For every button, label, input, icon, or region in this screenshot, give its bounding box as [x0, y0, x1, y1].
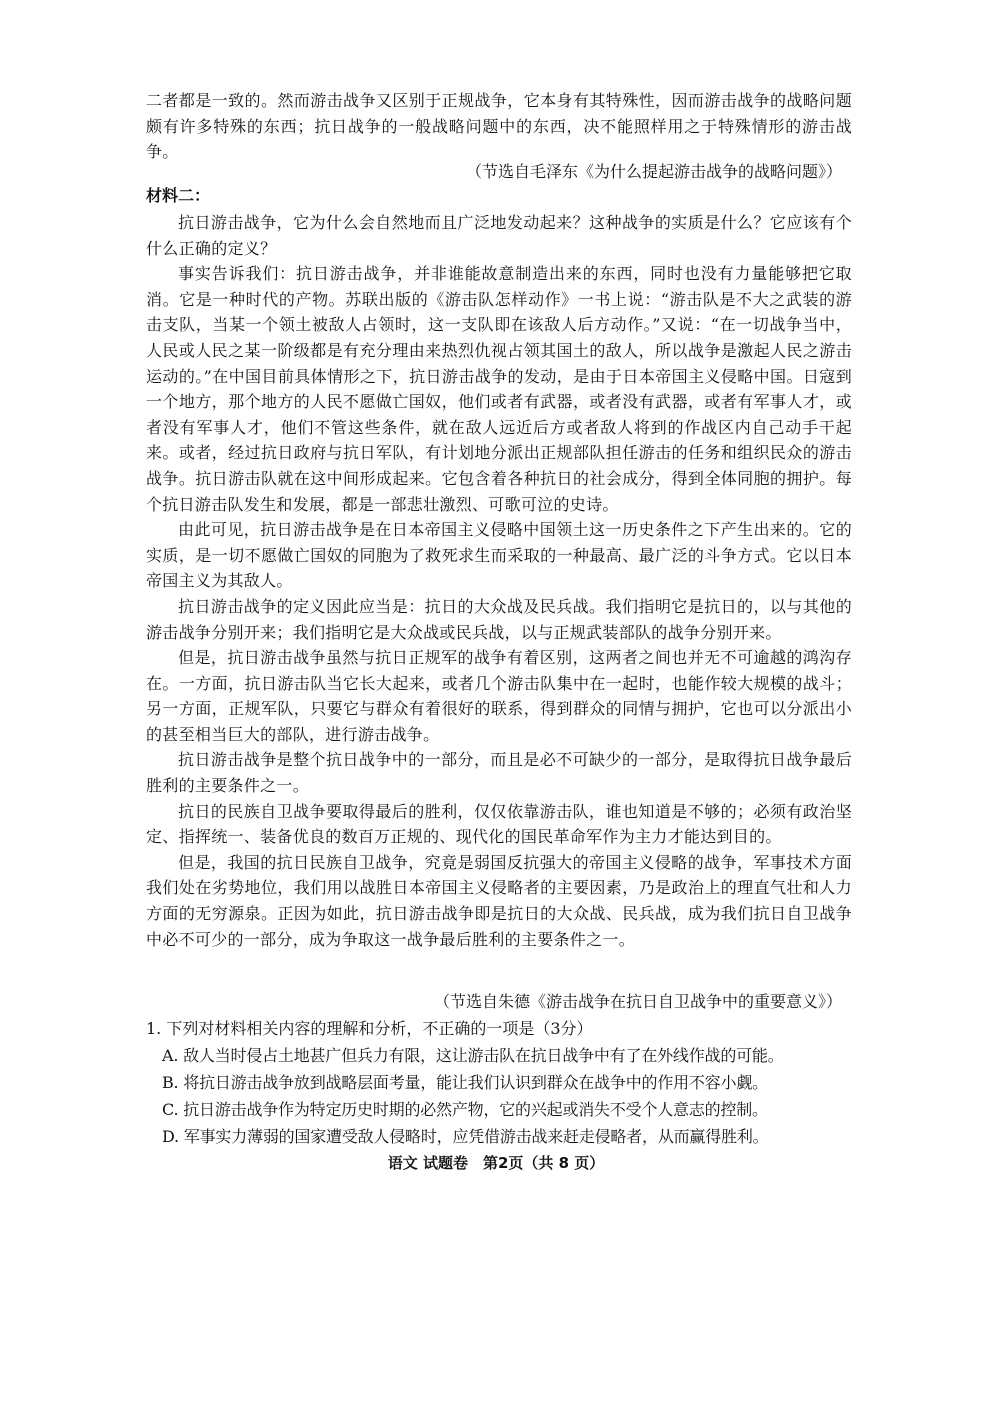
material2-paragraph: 抗日游击战争，它为什么会自然地而且广泛地发动起来？这种战争的实质是什么？它应该有个什么正确的定义？	[146, 213, 852, 258]
option-d: D. 军事实力薄弱的国家遭受敌人侵略时，应凭借游击战来赶走侵略者，从而赢得胜利。	[162, 1127, 769, 1146]
material2-body	[146, 210, 852, 952]
material1-tail-paragraph	[146, 88, 852, 165]
material2-heading: 材料二：	[146, 186, 211, 205]
option-a: A. 敌人当时侵占土地甚广但兵力有限，这让游击队在抗日战争中有了在外线作战的可能。	[162, 1046, 784, 1065]
question-stem: 1. 下列对材料相关内容的理解和分析，不正确的一项是（3分）	[146, 1019, 593, 1038]
page-footer: 语文 试题卷 第2页（共 8 页）	[387, 1154, 605, 1172]
question-1	[146, 1015, 866, 1150]
option-b: B. 将抗日游击战争放到战略层面考量，能让我们认识到群众在战争中的作用不容小觑。	[162, 1073, 768, 1092]
material2-source: （节选自朱德《游击战争在抗日自卫战争中的重要意义》）	[433, 992, 842, 1011]
option-c: C. 抗日游击战争作为特定历史时期的必然产物，它的兴起或消失不受个人意志的控制。	[162, 1100, 768, 1119]
material2-paragraph: 但是，我国的抗日民族自卫战争，究竟是弱国反抗强大的帝国主义侵略的战争，军事技术方面我们处在劣势地位，我们用以战胜日本帝国主义侵略者的主要因素，乃是政治上的理直气壮和人力方面的无穷源泉。正因为如此，抗日游击战争即是抗日的大众战、民兵战，成为我们抗日自卫战争中必不可少的一部分，成为争取这一战争最后胜利的主要条件之一。	[146, 852, 852, 949]
material2-paragraph: 由此可见，抗日游击战争是在日本帝国主义侵略中国领土这一历史条件之下产生出来的。它的实质，是一切不愿做亡国奴的同胞为了救死求生而采取的一种最高、最广泛的斗争方式。它以日本帝国主义为其敌人。	[146, 520, 852, 591]
material2-paragraph: 抗日的民族自卫战争要取得最后的胜利，仅仅依靠游击队，谁也知道是不够的；必须有政治坚定、指挥统一、装备优良的数百万正规的、现代化的国民革命军作为主力才能达到目的。	[146, 801, 852, 847]
material2-paragraph: 但是，抗日游击战争虽然与抗日正规军的战争有着区别，这两者之间也并无不可逾越的鸿沟存在。一方面，抗日游击队当它长大起来，或者几个游击队集中在一起时，也能作较大规模的战斗；另一方面，正规军队，只要它与群众有着很好的联系，得到群众的同情与拥护，它也可以分派出小的甚至相当巨大的部队，进行游击战争。	[146, 648, 852, 744]
material1-text: 二者都是一致的。然而游击战争又区别于正规战争，它本身有其特殊性，因而游击战争的战略问题颇有许多特殊的东西；抗日战争的一般战略问题中的东西，决不能照样用之于特殊情形的游击战争。	[146, 91, 852, 162]
material1-source: （节选自毛泽东《为什么提起游击战争的战略问题》）	[465, 162, 842, 181]
material2-paragraph: 抗日游击战争是整个抗日战争中的一部分，而且是必不可缺少的一部分，是取得抗日战争最后胜利的主要条件之一。	[146, 750, 852, 796]
material2-paragraph: 事实告诉我们：抗日游击战争，并非谁能故意制造出来的东西，同时也没有力量能够把它取消。它是一种时代的产物。苏联出版的《游击队怎样动作》一书上说：“游击队是不大之武装的游击支队，当某一个领土被敌人占领时，这一支队即在该敌人后方动作。”又说：“在一切战争当中，人民或人民之某一阶级都是有充分理由来热烈仇视占领其国土的敌人，所以战争是激起人民之游击运动的。”在中国目前具体情形之下，抗日游击战争的发动，是由于日本帝国主义侵略中国。日寇到一个地方，那个地方的人民不愿做亡国奴，他们或者有武器，或者没有武器，或者有军事人才，或者没有军事人才，他们不管这些条件，就在敌人远近后方或者敌人将到的作战区内自己动手干起来。或者，经过抗日政府与抗日军队，有计划地分派出正规部队担任游击的任务和组织民众的游击战争。抗日游击队就在这中间形成起来。它包含着各种抗日的社会成分，得到全体同胞的拥护。每个抗日游击队发生和发展，都是一部悲壮激烈、可歌可泣的史诗。	[146, 264, 852, 514]
material2-paragraph: 抗日游击战争的定义因此应当是：抗日的大众战及民兵战。我们指明它是抗日的，以与其他的游击战争分别开来；我们指明它是大众战或民兵战，以与正规武装部队的战争分别开来。	[146, 596, 852, 642]
